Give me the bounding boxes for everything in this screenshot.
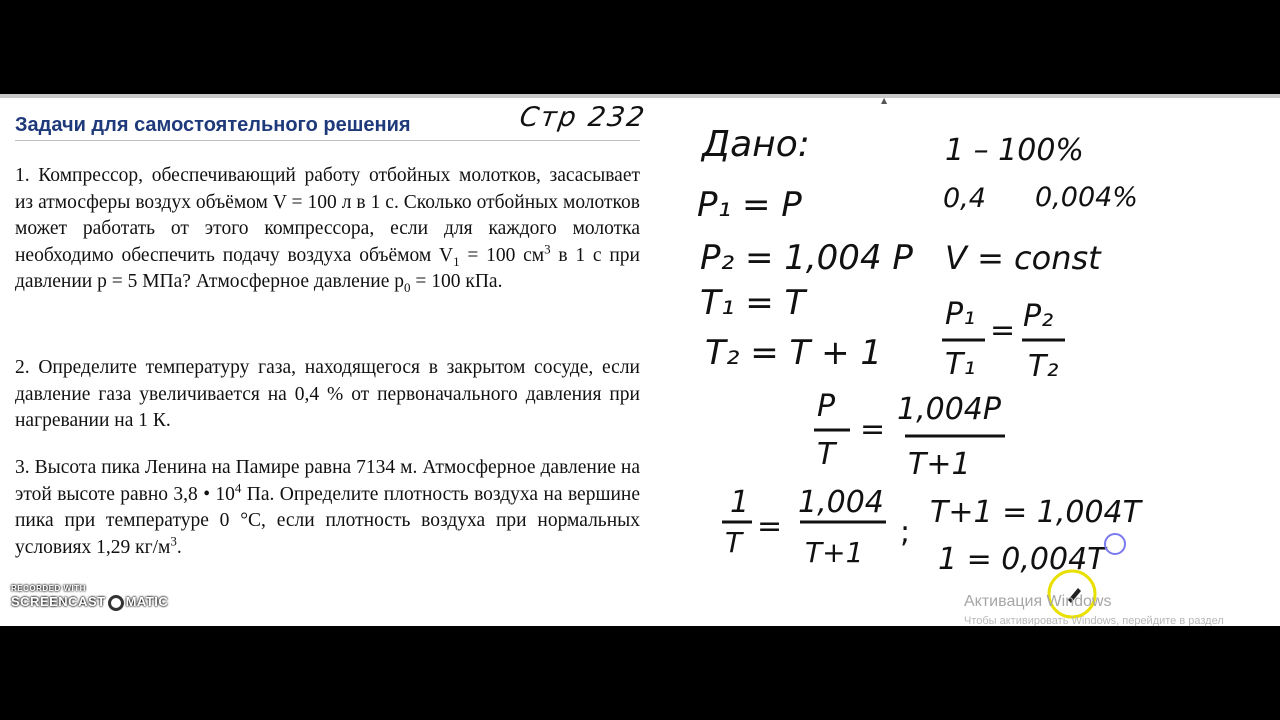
- v-const: V = const: [945, 239, 1101, 277]
- given-p1: P₁ = P: [697, 185, 802, 225]
- equation-b: 1 = 0,004T: [938, 542, 1106, 577]
- equals-sign-2: =: [860, 412, 886, 447]
- task-3: 3. Высота пика Ленина на Памире равна 7134 м. Атмосферное давление на этой высоте равно 3,8 • $10^4$ Па. Определите плотность воздуха на вершине пика при температуре 0 °С, если плотность воздуха при нормальных условиях 1,29 $кг/м^3$.: [15, 457, 640, 558]
- ratio-line-2a: 0,4: [943, 183, 986, 214]
- given-p2: P₂ = 1,004 P: [700, 238, 913, 278]
- equals-sign-3: =: [757, 509, 783, 544]
- given-t1: T₁ = T: [700, 283, 806, 323]
- handwritten-page-ref: Стр 232: [517, 102, 649, 133]
- frac-t: T: [817, 437, 836, 472]
- equation-a: T+1 = 1,004T: [930, 495, 1141, 530]
- frac-t1: T₁: [945, 347, 976, 382]
- frac-p: P: [817, 389, 836, 424]
- recorded-with-label: RECORDED WITH: [11, 584, 86, 593]
- ratio-line-2b: 0,004%: [1035, 182, 1138, 213]
- frac-p1: P₁: [945, 297, 976, 332]
- semicolon: ;: [900, 515, 911, 550]
- windows-activation-subtitle: Чтобы активировать Windows, перейдите в раздел: [964, 615, 1224, 626]
- handwritten-solution: [0, 94, 1280, 626]
- frac-t2: T₂: [1028, 349, 1059, 384]
- given-t2: T₂ = T + 1: [705, 333, 883, 373]
- equals-sign-1: =: [990, 313, 1016, 348]
- ratio-line-1: 1 – 100%: [945, 133, 1084, 168]
- frac-one: 1: [730, 485, 750, 520]
- frac-tplus1: T+1: [908, 447, 971, 482]
- section-heading: Задачи для самостоятельного решения: [15, 114, 411, 136]
- frac-t-2: T: [725, 526, 743, 559]
- frac-1004p: 1,004P: [897, 392, 1001, 427]
- frac-1004: 1,004: [798, 485, 884, 520]
- task-1: 1. Компрессор, обеспечивающий работу отбойных молотков, засасывает из атмосферы воздух объёмом V = 100 л в 1 с. Сколько отбойных молотков может работать от этого компрессора, если для каждого молотка необходимо обеспечить подачу воздуха объёмом $V_1 = 100$ $см^3$ в 1 с при давлении p = 5 МПа? Атмосферное давление $p_0 = 100$ кПа.: [15, 165, 640, 295]
- screencast-brand: SCREENCAST MATIC: [11, 594, 169, 609]
- frac-tplus1-2: T+1: [805, 536, 864, 569]
- pen-cursor-ring: [1105, 534, 1125, 554]
- task-2: 2. Определите температуру газа, находящегося в закрытом сосуде, если давление газа увеличивается на 0,4 % от первоначального давления при нагревании на 1 К.: [15, 357, 640, 431]
- frac-p2: P₂: [1023, 299, 1054, 334]
- given-label: Дано:: [702, 124, 810, 165]
- windows-activation-title: Активация Windows: [964, 593, 1112, 610]
- caret-up-icon: ▲: [881, 96, 888, 105]
- document-page: [0, 94, 1280, 626]
